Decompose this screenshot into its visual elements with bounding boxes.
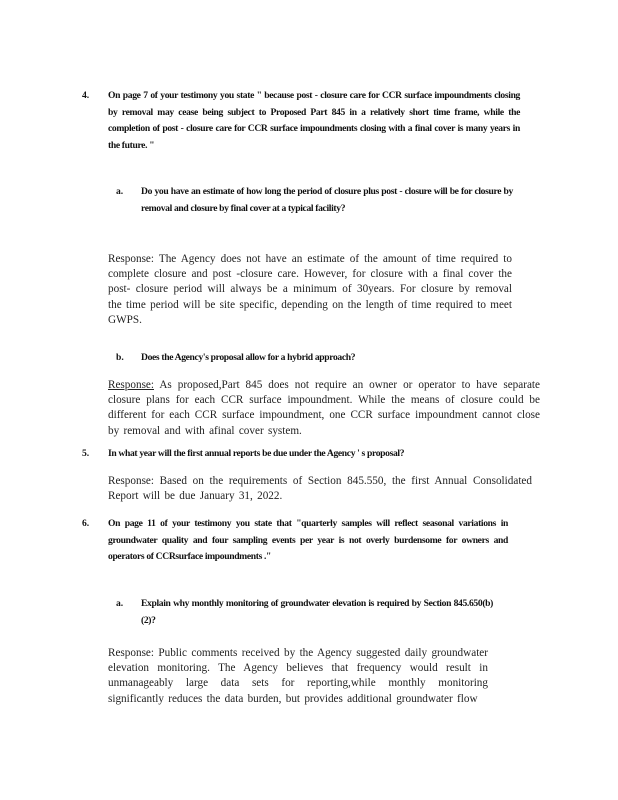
question-text: In what year will the first annual reports be due under the Agency ' s proposal? bbox=[108, 448, 405, 459]
response-label: Response: bbox=[108, 379, 154, 391]
response-paragraph: Response: Public comments received by the Agency suggested daily groundwater elevation monitoring. The Agency believes that frequency would result in unmanageably large data sets for reporting,while monthly monitoring significantly reduces the data burden, but provides additional groundwater flow bbox=[108, 647, 488, 705]
subquestion-letter: a. bbox=[116, 598, 124, 609]
response-paragraph: Response: Based on the requirements of Section 845.550, the first Annual Consolidated Report will be due January 31, 2022. bbox=[108, 475, 532, 503]
response-paragraph bbox=[108, 378, 540, 439]
subquestion-text: Do you have an estimate of how long the period of closure plus post - closure will be for closure by removal and closure by final cover at a typical facility? bbox=[141, 186, 513, 214]
question-number: 4. bbox=[82, 90, 90, 101]
response-paragraph: Response: The Agency does not have an estimate of the amount of time required to complete closure and post -closure care. However, for closure with a final cover the post- closure period will always be a minimum of 30years. For closure by removal the time period will be site specific, depending on the length of time required to meet GWPS. bbox=[108, 253, 513, 326]
subquestion-letter: a. bbox=[116, 186, 124, 197]
subquestion-text: Explain why monthly monitoring of groundwater elevation is required by Section 845.650(b)(2)? bbox=[141, 598, 493, 626]
subquestion-letter: b. bbox=[116, 352, 124, 363]
subquestion-text: Does the Agency's proposal allow for a hybrid approach? bbox=[141, 352, 356, 363]
question-text: On page 7 of your testimony you state " because post - closure care for CCR surface impoundments closing by removal may cease being subject to Proposed Part 845 in a relatively short time frame, while the completion of post - closure care for CCR surface impoundments closing with a final cover is many years in the future. " bbox=[108, 90, 520, 151]
response-text: As proposed,Part 845 does not require an owner or operator to have separate closure plans for each CCR surface impoundment. While the means of closure could be different for each CCR surface impoundment, one CCR surface impoundment cannot close by removal and with afinal cover system. bbox=[108, 379, 540, 437]
question-text: On page 11 of your testimony you state that "quarterly samples will reflect seasonal variations in groundwater quality and four sampling events per year is not overly burdensome for owners and operators of CCRsurface impoundments ." bbox=[108, 518, 508, 562]
question-number: 6. bbox=[82, 518, 90, 529]
question-number: 5. bbox=[82, 448, 90, 459]
